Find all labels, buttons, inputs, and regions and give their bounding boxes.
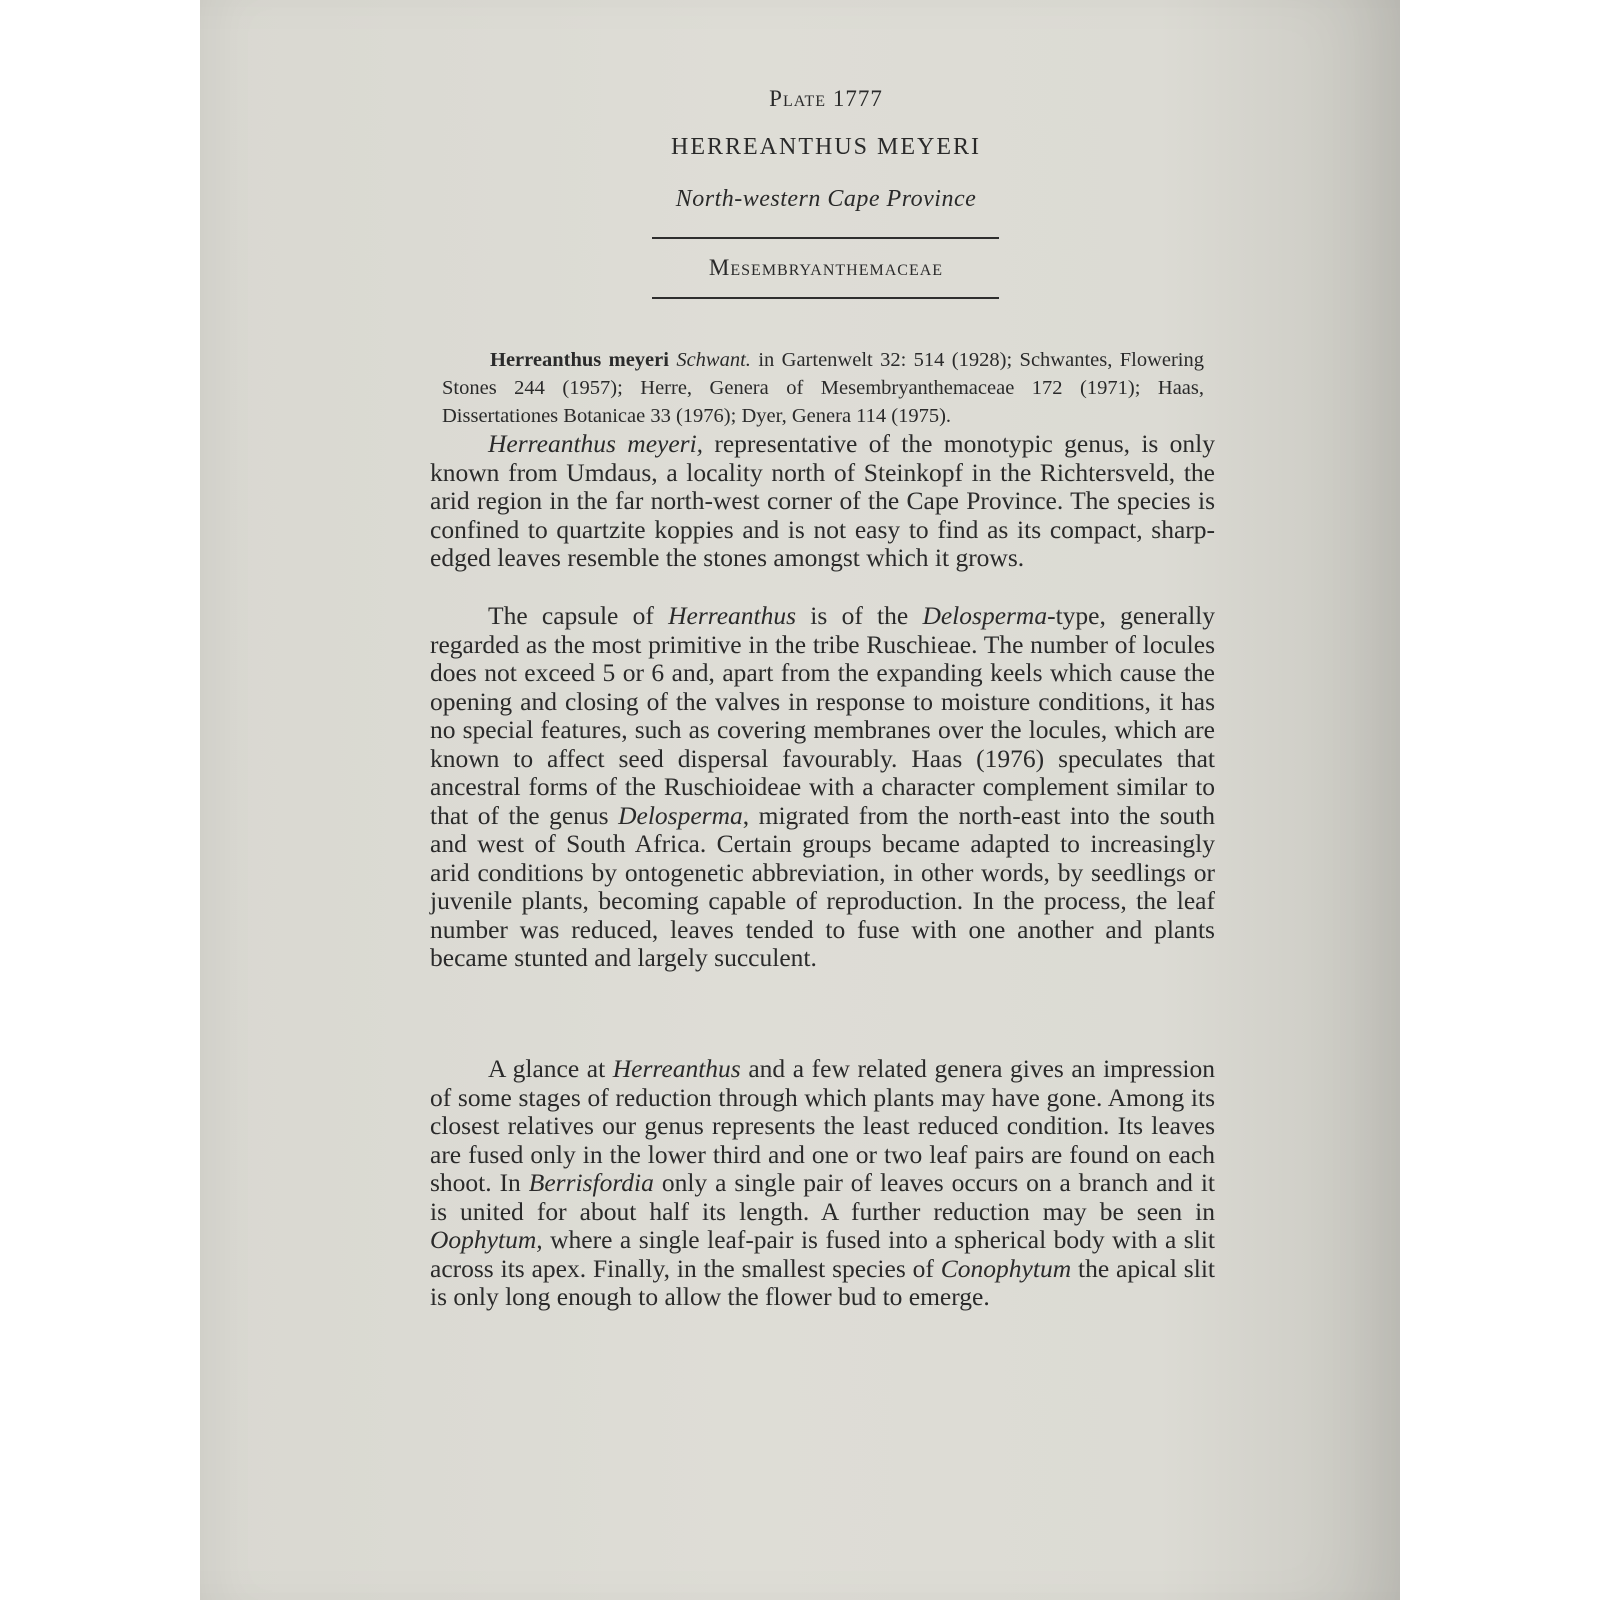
p3-text-a: A glance at <box>488 1054 613 1083</box>
region-subtitle <box>200 186 1400 213</box>
reference-species-name: Herreanthus meyeri <box>490 349 669 371</box>
p1-text: representative of the monotypic genus, is only known from Umdaus, a locality north of Steinkopf in the Richtersveld, the arid region in the far north-west corner of the Cape Province. The species is confined to quartzite koppies and is not easy to find as its compact, sharp-edged leaves resemble the stones amongst which it grows. <box>430 429 1215 572</box>
body-paragraph-2 <box>430 602 1215 973</box>
p2-text-c: -type, generally regarded as the most primitive in the tribe Ruschieae. The number of locules does not exceed 5 or 6 and, apart from the expanding keels which cause the opening and closing of the valves in response to moisture conditions, it has no special features, such as covering membranes over the locules, which are known to affect seed dispersal favourably. Haas (1976) speculates that ancestral forms of the Ruschioideae with a character complement similar to that of the genus <box>430 601 1215 830</box>
family-heading <box>200 255 1400 281</box>
body-paragraph-3 <box>430 1055 1215 1312</box>
body-paragraph-1 <box>430 430 1215 573</box>
divider-bottom <box>652 297 999 299</box>
family-heading-text: Mesembryanthemaceae <box>708 255 944 280</box>
region-subtitle-text: North-western Cape Province <box>675 186 977 212</box>
references-paragraph <box>442 346 1204 430</box>
reference-author: Schwant. <box>676 349 751 371</box>
p3-text-d: where a single leaf-pair is fused into a spherical body with a slit across its apex. Finally, in the smallest species of <box>430 1225 1215 1283</box>
plate-number <box>200 86 1400 112</box>
species-title-text: HERREANTHUS MEYERI <box>671 134 981 160</box>
p2-text-b: is of the <box>796 601 923 630</box>
p3-genus-berrisfordia: Berrisfordia <box>528 1168 654 1197</box>
p3-genus-herreanthus: Herreanthus <box>612 1054 741 1083</box>
p3-text-c: only a single pair of leaves occurs on a branch and it is united for about half its length. A further reduction may be seen in <box>430 1168 1216 1226</box>
p3-genus-conophytum: Conophytum <box>940 1253 1072 1283</box>
p2-text-d: , migrated from the north-east into the south and west of South Africa. Certain groups became adapted to increasingly arid conditions by ontogenetic abbreviation, in other words, by seedlings or juvenile plants, becoming capable of reproduction. In the process, the leaf number was reduced, leaves tended to fuse with one another and plants became stunted and largely succulent. <box>430 800 1215 972</box>
reference-citations: in Gartenwelt 32: 514 (1928); Schwantes, Flowering Stones 244 (1957); Herre, Genera of Mesembryanthemaceae 172 (1971); Haas, Dissertationes Botanicae 33 (1976); Dyer, Genera 114 (1975). <box>442 349 1204 427</box>
p3-text-b: and a few related genera gives an impression of some stages of reduction through which plants may have gone. Among its closest relatives our genus represents the least reduced condition. Its leaves are fused only in the lower third and one or two leaf pairs are found on each shoot. In <box>430 1054 1215 1197</box>
p3-genus-oophytum: Oophytum, <box>430 1225 543 1254</box>
p2-genus-herreanthus: Herreanthus <box>668 601 797 630</box>
species-title <box>200 134 1400 161</box>
p3-text-e: the apical slit is only long enough to allow the flower bud to emerge. <box>430 1253 1215 1311</box>
p2-genus-delosperma-2: Delosperma <box>618 800 743 830</box>
divider-top <box>652 237 999 239</box>
p2-genus-delosperma: Delosperma <box>922 601 1048 630</box>
plate-number-text: Plate 1777 <box>769 86 883 111</box>
book-page <box>200 0 1400 1600</box>
p1-species-name: Herreanthus meyeri, <box>488 429 704 458</box>
p2-text-a: The capsule of <box>488 601 669 630</box>
